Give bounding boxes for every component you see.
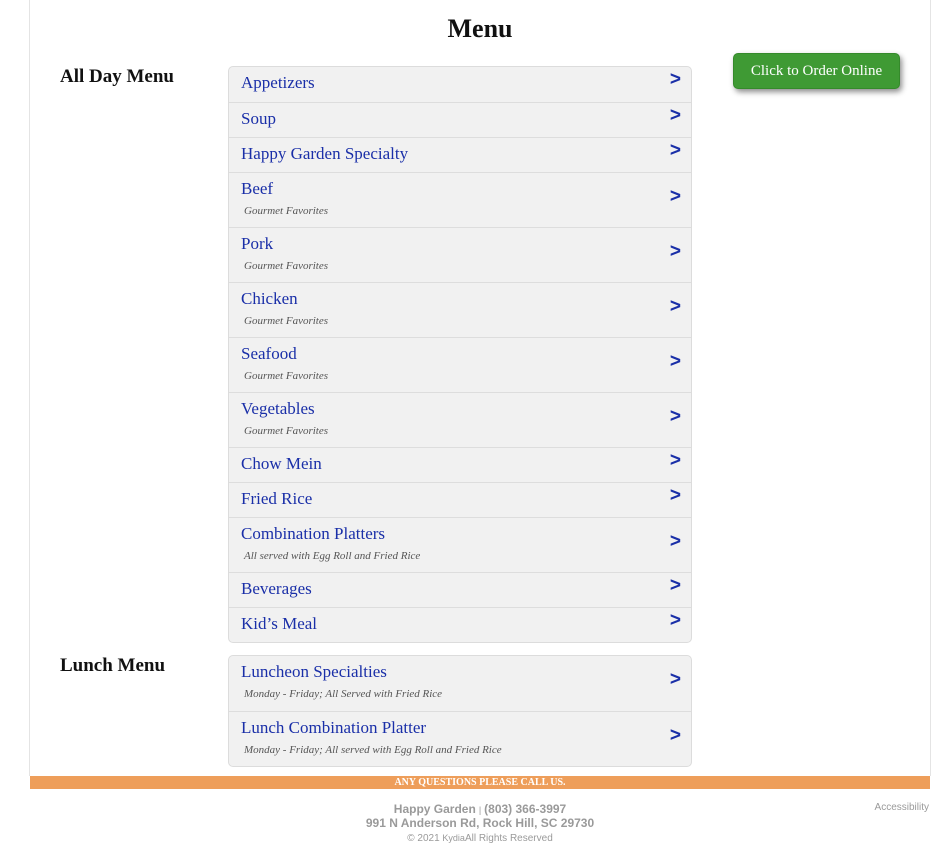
menu-category-subtitle: Gourmet Favorites xyxy=(244,315,329,327)
footer-contact xyxy=(0,802,945,816)
footer-address[interactable]: 991 N Anderson Rd, Rock Hill, SC 29730 xyxy=(365,816,595,830)
menu-category-subtitle: Gourmet Favorites xyxy=(244,370,329,382)
rights-text: All Rights Reserved xyxy=(464,833,553,844)
page-title: Menu xyxy=(447,14,513,43)
menu-category-subtitle: Monday - Friday; All Served with Fried Rice xyxy=(244,688,443,700)
menu-category-item[interactable] xyxy=(229,102,691,137)
chevron-right-icon: > xyxy=(669,575,681,596)
chevron-right-icon: > xyxy=(669,186,681,207)
menu-category-item[interactable] xyxy=(229,392,691,447)
menu-category-name: Happy Garden Specialty xyxy=(241,144,409,163)
menu-category-name: Luncheon Specialties xyxy=(241,662,387,681)
menu-category-subtitle: Gourmet Favorites xyxy=(244,425,329,437)
menu-category-item[interactable] xyxy=(229,172,691,227)
menu-category-name: Seafood xyxy=(241,344,297,363)
all-day-menu-heading: All Day Menu xyxy=(60,66,174,87)
chevron-right-icon: > xyxy=(669,610,681,631)
chevron-right-icon: > xyxy=(669,241,681,262)
menu-category-item[interactable] xyxy=(229,607,691,642)
chevron-right-icon: > xyxy=(669,485,681,506)
menu-category-item[interactable] xyxy=(229,337,691,392)
chevron-right-icon: > xyxy=(669,105,681,126)
menu-category-name: Chicken xyxy=(241,289,298,308)
menu-category-item[interactable] xyxy=(229,282,691,337)
menu-category-name: Lunch Combination Platter xyxy=(241,718,427,737)
menu-category-item[interactable] xyxy=(229,517,691,572)
menu-category-name: Vegetables xyxy=(241,399,315,418)
menu-category-item[interactable] xyxy=(229,656,691,711)
menu-category-item[interactable] xyxy=(229,227,691,282)
chevron-right-icon: > xyxy=(669,351,681,372)
menu-category-name: Beef xyxy=(241,179,274,198)
menu-category-subtitle: Monday - Friday; All served with Egg Roll and Fried Rice xyxy=(244,744,502,756)
menu-category-name: Chow Mein xyxy=(241,454,322,473)
menu-category-name: Beverages xyxy=(241,579,312,598)
call-us-banner: ANY QUESTIONS PLEASE CALL US. xyxy=(30,776,930,789)
phone-link[interactable]: (803) 366-3997 xyxy=(484,802,567,816)
provider-link[interactable]: Kydia xyxy=(442,833,465,843)
chevron-right-icon: > xyxy=(669,531,681,552)
menu-category-name: Kid’s Meal xyxy=(241,614,318,633)
lunch-menu-list xyxy=(228,655,692,767)
copyright-text: © 2021 xyxy=(407,833,440,844)
menu-category-item[interactable] xyxy=(229,137,691,172)
chevron-right-icon: > xyxy=(669,406,681,427)
business-name[interactable]: Happy Garden xyxy=(393,802,476,816)
menu-category-subtitle: All served with Egg Roll and Fried Rice xyxy=(244,550,421,562)
chevron-right-icon: > xyxy=(669,140,681,161)
accessibility-link[interactable]: Accessibility xyxy=(874,802,929,813)
footer-separator: | xyxy=(478,805,482,815)
menu-category-name: Pork xyxy=(241,234,274,253)
menu-category-name: Soup xyxy=(241,109,276,128)
menu-category-name: Combination Platters xyxy=(241,524,386,543)
chevron-right-icon: > xyxy=(669,296,681,317)
chevron-right-icon: > xyxy=(669,69,681,90)
chevron-right-icon: > xyxy=(669,669,681,690)
menu-category-item[interactable] xyxy=(229,67,691,102)
menu-category-name: Appetizers xyxy=(241,73,315,92)
menu-category-subtitle: Gourmet Favorites xyxy=(244,205,329,217)
chevron-right-icon: > xyxy=(669,450,681,471)
chevron-right-icon: > xyxy=(669,725,681,746)
menu-category-subtitle: Gourmet Favorites xyxy=(244,260,329,272)
menu-category-name: Fried Rice xyxy=(241,489,313,508)
menu-category-item[interactable] xyxy=(229,447,691,482)
lunch-menu-heading: Lunch Menu xyxy=(60,655,166,676)
all-day-menu-list xyxy=(228,66,692,643)
menu-category-item[interactable] xyxy=(229,482,691,517)
footer-copyright xyxy=(0,833,945,844)
order-online-button[interactable]: Click to Order Online xyxy=(733,53,900,89)
menu-category-item[interactable] xyxy=(229,572,691,607)
menu-category-item[interactable] xyxy=(229,711,691,766)
